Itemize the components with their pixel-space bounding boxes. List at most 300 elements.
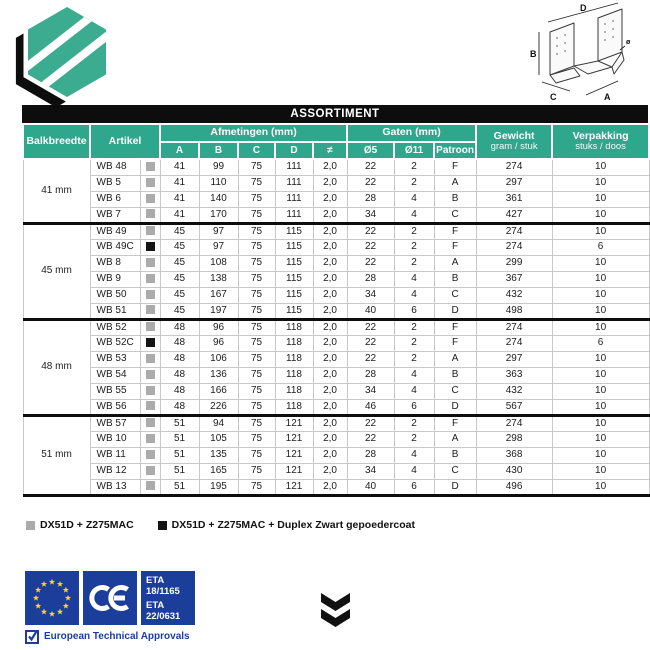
b-value-cell: 97 — [199, 239, 238, 255]
c-value-cell: 75 — [238, 191, 275, 207]
coating-gray-swatch-icon — [146, 274, 155, 283]
a-value-cell: 48 — [160, 319, 199, 335]
col-header-artikel: Artikel — [90, 124, 160, 159]
artikel-cell: WB 49C — [90, 239, 140, 255]
a-value-cell: 41 — [160, 207, 199, 223]
artikel-cell: WB 53 — [90, 351, 140, 367]
dikte-value-cell: 2,0 — [313, 415, 347, 431]
a-value-cell: 45 — [160, 223, 199, 239]
patroon-value-cell: A — [434, 351, 476, 367]
b-value-cell: 99 — [199, 159, 238, 175]
gewicht-value-cell: 427 — [476, 207, 552, 223]
artikel-cell: WB 9 — [90, 271, 140, 287]
coating-swatch-cell — [140, 479, 160, 495]
dikte-value-cell: 2,0 — [313, 159, 347, 175]
o5-value-cell: 22 — [347, 159, 394, 175]
a-value-cell: 45 — [160, 287, 199, 303]
o11-value-cell: 2 — [394, 223, 434, 239]
gewicht-value-cell: 274 — [476, 239, 552, 255]
o5-value-cell: 34 — [347, 463, 394, 479]
c-value-cell: 75 — [238, 287, 275, 303]
o5-value-cell: 28 — [347, 367, 394, 383]
coating-swatch-cell — [140, 367, 160, 383]
table-row — [23, 335, 649, 351]
dim-label-a: A — [604, 92, 611, 102]
b-value-cell: 166 — [199, 383, 238, 399]
coating-swatch-cell — [140, 255, 160, 271]
dim-label-hole: ø — [626, 39, 631, 46]
eta-approvals-box — [141, 571, 195, 625]
table-row — [23, 303, 649, 319]
dikte-value-cell: 2,0 — [313, 383, 347, 399]
dikte-value-cell: 2,0 — [313, 367, 347, 383]
approvals-label: European Technical Approvals — [44, 631, 190, 642]
a-value-cell: 51 — [160, 447, 199, 463]
d-value-cell: 115 — [275, 303, 313, 319]
c-value-cell: 75 — [238, 223, 275, 239]
coating-gray-swatch-icon — [146, 178, 155, 187]
coating-swatch-cell — [140, 351, 160, 367]
a-value-cell: 45 — [160, 239, 199, 255]
coating-swatch-cell — [140, 223, 160, 239]
d-value-cell: 118 — [275, 383, 313, 399]
b-value-cell: 97 — [199, 223, 238, 239]
table-row — [23, 207, 649, 223]
coating-swatch-cell — [140, 239, 160, 255]
patroon-value-cell: F — [434, 415, 476, 431]
gewicht-value-cell: 274 — [476, 319, 552, 335]
col-header-o11: Ø11 — [394, 142, 434, 159]
coating-swatch-cell — [140, 191, 160, 207]
dikte-value-cell: 2,0 — [313, 255, 347, 271]
table-row — [23, 287, 649, 303]
coating-gray-swatch-icon — [146, 450, 155, 459]
gewicht-value-cell: 297 — [476, 351, 552, 367]
o11-value-cell: 4 — [394, 383, 434, 399]
c-value-cell: 75 — [238, 255, 275, 271]
gewicht-value-cell: 361 — [476, 191, 552, 207]
b-value-cell: 105 — [199, 431, 238, 447]
scroll-down-chevron-icon[interactable] — [321, 593, 350, 631]
d-value-cell: 115 — [275, 239, 313, 255]
coating-gray-swatch-icon — [146, 386, 155, 395]
o5-value-cell: 22 — [347, 255, 394, 271]
o11-value-cell: 2 — [394, 415, 434, 431]
legend-item-powdercoat — [158, 519, 415, 531]
o5-value-cell: 28 — [347, 447, 394, 463]
artikel-cell: WB 56 — [90, 399, 140, 415]
coating-swatch-cell — [140, 303, 160, 319]
c-value-cell: 75 — [238, 175, 275, 191]
c-value-cell: 75 — [238, 367, 275, 383]
verpakking-value-cell: 10 — [552, 303, 649, 319]
coating-gray-swatch-icon — [146, 418, 155, 427]
coating-gray-swatch-icon — [146, 466, 155, 475]
d-value-cell: 115 — [275, 255, 313, 271]
o5-value-cell: 22 — [347, 431, 394, 447]
c-value-cell: 75 — [238, 479, 275, 495]
o5-value-cell: 22 — [347, 351, 394, 367]
verpakking-value-cell: 6 — [552, 239, 649, 255]
dikte-value-cell: 2,0 — [313, 287, 347, 303]
gewicht-value-cell: 298 — [476, 431, 552, 447]
patroon-value-cell: D — [434, 399, 476, 415]
gewicht-value-cell: 368 — [476, 447, 552, 463]
verpakking-unit: stuks / doos — [575, 141, 626, 153]
coating-swatch-cell — [140, 335, 160, 351]
o11-value-cell: 4 — [394, 447, 434, 463]
verpakking-value-cell: 10 — [552, 399, 649, 415]
artikel-cell: WB 50 — [90, 287, 140, 303]
eta-number: ETA 22/0631 — [146, 599, 181, 622]
col-header-o5: Ø5 — [347, 142, 394, 159]
coating-gray-swatch-icon — [146, 194, 155, 203]
a-value-cell: 51 — [160, 431, 199, 447]
c-value-cell: 75 — [238, 383, 275, 399]
o11-value-cell: 2 — [394, 175, 434, 191]
dikte-value-cell: 2,0 — [313, 431, 347, 447]
patroon-value-cell: C — [434, 463, 476, 479]
artikel-cell: WB 49 — [90, 223, 140, 239]
coating-gray-swatch-icon — [146, 434, 155, 443]
d-value-cell: 121 — [275, 479, 313, 495]
patroon-value-cell: B — [434, 367, 476, 383]
coating-gray-swatch-icon — [146, 209, 155, 218]
verpakking-value-cell: 10 — [552, 479, 649, 495]
table-title-bar: ASSORTIMENT — [22, 105, 648, 123]
coating-swatch-cell — [140, 447, 160, 463]
a-value-cell: 41 — [160, 191, 199, 207]
b-value-cell: 197 — [199, 303, 238, 319]
table-row — [23, 463, 649, 479]
coating-black-swatch-icon — [146, 338, 155, 347]
gewicht-value-cell: 432 — [476, 287, 552, 303]
a-value-cell: 45 — [160, 303, 199, 319]
d-value-cell: 121 — [275, 447, 313, 463]
verpakking-value-cell: 10 — [552, 431, 649, 447]
patroon-value-cell: C — [434, 383, 476, 399]
a-value-cell: 48 — [160, 351, 199, 367]
col-header-balkbreedte: Balkbreedte — [23, 124, 90, 159]
ce-mark-icon — [83, 571, 137, 625]
coating-swatch-cell — [140, 287, 160, 303]
artikel-cell: WB 52 — [90, 319, 140, 335]
dim-label-d: D — [580, 3, 587, 13]
o5-value-cell: 34 — [347, 287, 394, 303]
gewicht-value-cell: 363 — [476, 367, 552, 383]
verpakking-value-cell: 10 — [552, 447, 649, 463]
d-value-cell: 111 — [275, 175, 313, 191]
gewicht-value-cell: 274 — [476, 335, 552, 351]
verpakking-value-cell: 10 — [552, 207, 649, 223]
coating-gray-swatch-icon — [146, 258, 155, 267]
gewicht-value-cell: 274 — [476, 223, 552, 239]
b-value-cell: 135 — [199, 447, 238, 463]
d-value-cell: 111 — [275, 207, 313, 223]
d-value-cell: 115 — [275, 223, 313, 239]
assortiment-table — [22, 123, 650, 497]
table-row — [23, 431, 649, 447]
c-value-cell: 75 — [238, 447, 275, 463]
gewicht-value-cell: 498 — [476, 303, 552, 319]
coating-gray-swatch-icon — [146, 354, 155, 363]
coating-swatch-cell — [140, 399, 160, 415]
coating-gray-swatch-icon — [146, 370, 155, 379]
checkbox-check-icon — [25, 629, 40, 644]
col-header-patroon: Patroon — [434, 142, 476, 159]
dikte-value-cell: 2,0 — [313, 223, 347, 239]
balkbreedte-cell: 48 mm — [23, 319, 90, 415]
coating-gray-swatch-icon — [146, 322, 155, 331]
coating-swatch-cell — [140, 319, 160, 335]
o5-value-cell: 22 — [347, 175, 394, 191]
o5-value-cell: 22 — [347, 335, 394, 351]
patroon-value-cell: F — [434, 159, 476, 175]
d-value-cell: 118 — [275, 399, 313, 415]
d-value-cell: 115 — [275, 287, 313, 303]
artikel-cell: WB 5 — [90, 175, 140, 191]
a-value-cell: 51 — [160, 479, 199, 495]
o11-value-cell: 2 — [394, 319, 434, 335]
table-row — [23, 367, 649, 383]
o5-value-cell: 46 — [347, 399, 394, 415]
table-row — [23, 399, 649, 415]
b-value-cell: 96 — [199, 335, 238, 351]
eta-number: ETA 18/1165 — [146, 574, 180, 597]
artikel-cell: WB 54 — [90, 367, 140, 383]
d-value-cell: 111 — [275, 159, 313, 175]
patroon-value-cell: C — [434, 287, 476, 303]
verpakking-value-cell: 10 — [552, 191, 649, 207]
verpakking-value-cell: 10 — [552, 367, 649, 383]
balkbreedte-cell: 51 mm — [23, 415, 90, 495]
gewicht-title: Gewicht — [493, 129, 535, 142]
patroon-value-cell: A — [434, 175, 476, 191]
o5-value-cell: 34 — [347, 383, 394, 399]
patroon-value-cell: F — [434, 223, 476, 239]
o11-value-cell: 4 — [394, 463, 434, 479]
d-value-cell: 121 — [275, 463, 313, 479]
c-value-cell: 75 — [238, 303, 275, 319]
d-value-cell: 118 — [275, 367, 313, 383]
verpakking-value-cell: 6 — [552, 335, 649, 351]
artikel-cell: WB 48 — [90, 159, 140, 175]
verpakking-value-cell: 10 — [552, 255, 649, 271]
c-value-cell: 75 — [238, 351, 275, 367]
d-value-cell: 111 — [275, 191, 313, 207]
artikel-cell: WB 13 — [90, 479, 140, 495]
gewicht-value-cell: 274 — [476, 159, 552, 175]
coating-gray-swatch-icon — [146, 401, 155, 410]
patroon-value-cell: D — [434, 479, 476, 495]
coating-gray-swatch-icon — [146, 481, 155, 490]
coating-legend — [26, 519, 415, 531]
joist-hanger-diagram — [512, 2, 650, 104]
gewicht-value-cell: 274 — [476, 415, 552, 431]
table-row — [23, 479, 649, 495]
b-value-cell: 195 — [199, 479, 238, 495]
verpakking-value-cell: 10 — [552, 383, 649, 399]
o5-value-cell: 34 — [347, 207, 394, 223]
certification-footer — [25, 571, 195, 625]
c-value-cell: 75 — [238, 463, 275, 479]
patroon-value-cell: B — [434, 447, 476, 463]
col-group-afmetingen: Afmetingen (mm) — [160, 124, 347, 142]
patroon-value-cell: A — [434, 431, 476, 447]
gewicht-unit: gram / stuk — [490, 141, 538, 153]
o11-value-cell: 6 — [394, 479, 434, 495]
a-value-cell: 41 — [160, 175, 199, 191]
coating-swatch-cell — [140, 415, 160, 431]
a-value-cell: 45 — [160, 255, 199, 271]
o11-value-cell: 2 — [394, 431, 434, 447]
d-value-cell: 118 — [275, 351, 313, 367]
coating-swatch-cell — [140, 383, 160, 399]
legend-label: DX51D + Z275MAC — [40, 519, 134, 531]
table-row — [23, 415, 649, 431]
artikel-cell: WB 55 — [90, 383, 140, 399]
coating-gray-swatch-icon — [146, 305, 155, 314]
col-header-b: B — [199, 142, 238, 159]
artikel-cell: WB 57 — [90, 415, 140, 431]
c-value-cell: 75 — [238, 335, 275, 351]
gewicht-value-cell: 432 — [476, 383, 552, 399]
o5-value-cell: 28 — [347, 271, 394, 287]
verpakking-value-cell: 10 — [552, 271, 649, 287]
verpakking-value-cell: 10 — [552, 223, 649, 239]
o11-value-cell: 4 — [394, 287, 434, 303]
b-value-cell: 136 — [199, 367, 238, 383]
d-value-cell: 118 — [275, 319, 313, 335]
artikel-cell: WB 8 — [90, 255, 140, 271]
c-value-cell: 75 — [238, 207, 275, 223]
o11-value-cell: 6 — [394, 399, 434, 415]
patroon-value-cell: C — [434, 207, 476, 223]
col-header-d: D — [275, 142, 313, 159]
artikel-cell: WB 52C — [90, 335, 140, 351]
table-row — [23, 175, 649, 191]
patroon-value-cell: B — [434, 271, 476, 287]
o5-value-cell: 22 — [347, 223, 394, 239]
patroon-value-cell: F — [434, 319, 476, 335]
patroon-value-cell: B — [434, 191, 476, 207]
table-row — [23, 191, 649, 207]
gewicht-value-cell: 367 — [476, 271, 552, 287]
o11-value-cell: 4 — [394, 207, 434, 223]
d-value-cell: 121 — [275, 431, 313, 447]
legend-label: DX51D + Z275MAC + Duplex Zwart gepoedercoat — [171, 519, 415, 531]
dim-label-b: B — [530, 49, 537, 59]
b-value-cell: 167 — [199, 287, 238, 303]
coating-gray-swatch-icon — [146, 162, 155, 171]
b-value-cell: 96 — [199, 319, 238, 335]
o5-value-cell: 28 — [347, 191, 394, 207]
gray-swatch-icon — [26, 521, 35, 530]
gewicht-value-cell: 299 — [476, 255, 552, 271]
verpakking-value-cell: 10 — [552, 159, 649, 175]
a-value-cell: 48 — [160, 383, 199, 399]
assortiment-table-body — [23, 159, 649, 495]
patroon-value-cell: A — [434, 255, 476, 271]
verpakking-title: Verpakking — [572, 129, 629, 142]
artikel-cell: WB 6 — [90, 191, 140, 207]
b-value-cell: 108 — [199, 255, 238, 271]
coating-swatch-cell — [140, 271, 160, 287]
c-value-cell: 75 — [238, 399, 275, 415]
o11-value-cell: 4 — [394, 367, 434, 383]
coating-swatch-cell — [140, 207, 160, 223]
hexagon-brand-logo — [8, 6, 116, 112]
b-value-cell: 110 — [199, 175, 238, 191]
dikte-value-cell: 2,0 — [313, 191, 347, 207]
table-row — [23, 271, 649, 287]
a-value-cell: 48 — [160, 335, 199, 351]
o5-value-cell: 40 — [347, 303, 394, 319]
o11-value-cell: 2 — [394, 239, 434, 255]
a-value-cell: 45 — [160, 271, 199, 287]
a-value-cell: 41 — [160, 159, 199, 175]
c-value-cell: 75 — [238, 319, 275, 335]
table-row — [23, 319, 649, 335]
dikte-value-cell: 2,0 — [313, 447, 347, 463]
dikte-value-cell: 2,0 — [313, 175, 347, 191]
dikte-value-cell: 2,0 — [313, 319, 347, 335]
d-value-cell: 115 — [275, 271, 313, 287]
verpakking-value-cell: 10 — [552, 415, 649, 431]
o5-value-cell: 22 — [347, 415, 394, 431]
table-row — [23, 239, 649, 255]
gewicht-value-cell: 430 — [476, 463, 552, 479]
o11-value-cell: 2 — [394, 159, 434, 175]
table-row — [23, 223, 649, 239]
dikte-value-cell: 2,0 — [313, 351, 347, 367]
o11-value-cell: 4 — [394, 191, 434, 207]
o11-value-cell: 2 — [394, 351, 434, 367]
col-header-a: A — [160, 142, 199, 159]
o5-value-cell: 22 — [347, 319, 394, 335]
col-header-c: C — [238, 142, 275, 159]
col-header-verpakking — [552, 124, 649, 159]
dikte-value-cell: 2,0 — [313, 303, 347, 319]
o11-value-cell: 2 — [394, 255, 434, 271]
dikte-value-cell: 2,0 — [313, 463, 347, 479]
coating-swatch-cell — [140, 175, 160, 191]
b-value-cell: 106 — [199, 351, 238, 367]
gewicht-value-cell: 496 — [476, 479, 552, 495]
a-value-cell: 48 — [160, 399, 199, 415]
o11-value-cell: 2 — [394, 335, 434, 351]
eu-flag-icon — [25, 571, 79, 625]
col-header-thickness: ≠ — [313, 142, 347, 159]
d-value-cell: 121 — [275, 415, 313, 431]
d-value-cell: 118 — [275, 335, 313, 351]
b-value-cell: 138 — [199, 271, 238, 287]
assortiment-sheet — [22, 105, 648, 497]
verpakking-value-cell: 10 — [552, 287, 649, 303]
b-value-cell: 170 — [199, 207, 238, 223]
coating-swatch-cell — [140, 431, 160, 447]
balkbreedte-cell: 45 mm — [23, 223, 90, 319]
artikel-cell: WB 11 — [90, 447, 140, 463]
dim-label-c: C — [550, 92, 557, 102]
verpakking-value-cell: 10 — [552, 351, 649, 367]
gewicht-value-cell: 297 — [476, 175, 552, 191]
dikte-value-cell: 2,0 — [313, 399, 347, 415]
o11-value-cell: 4 — [394, 271, 434, 287]
dikte-value-cell: 2,0 — [313, 479, 347, 495]
european-technical-approvals — [25, 629, 190, 644]
patroon-value-cell: F — [434, 335, 476, 351]
